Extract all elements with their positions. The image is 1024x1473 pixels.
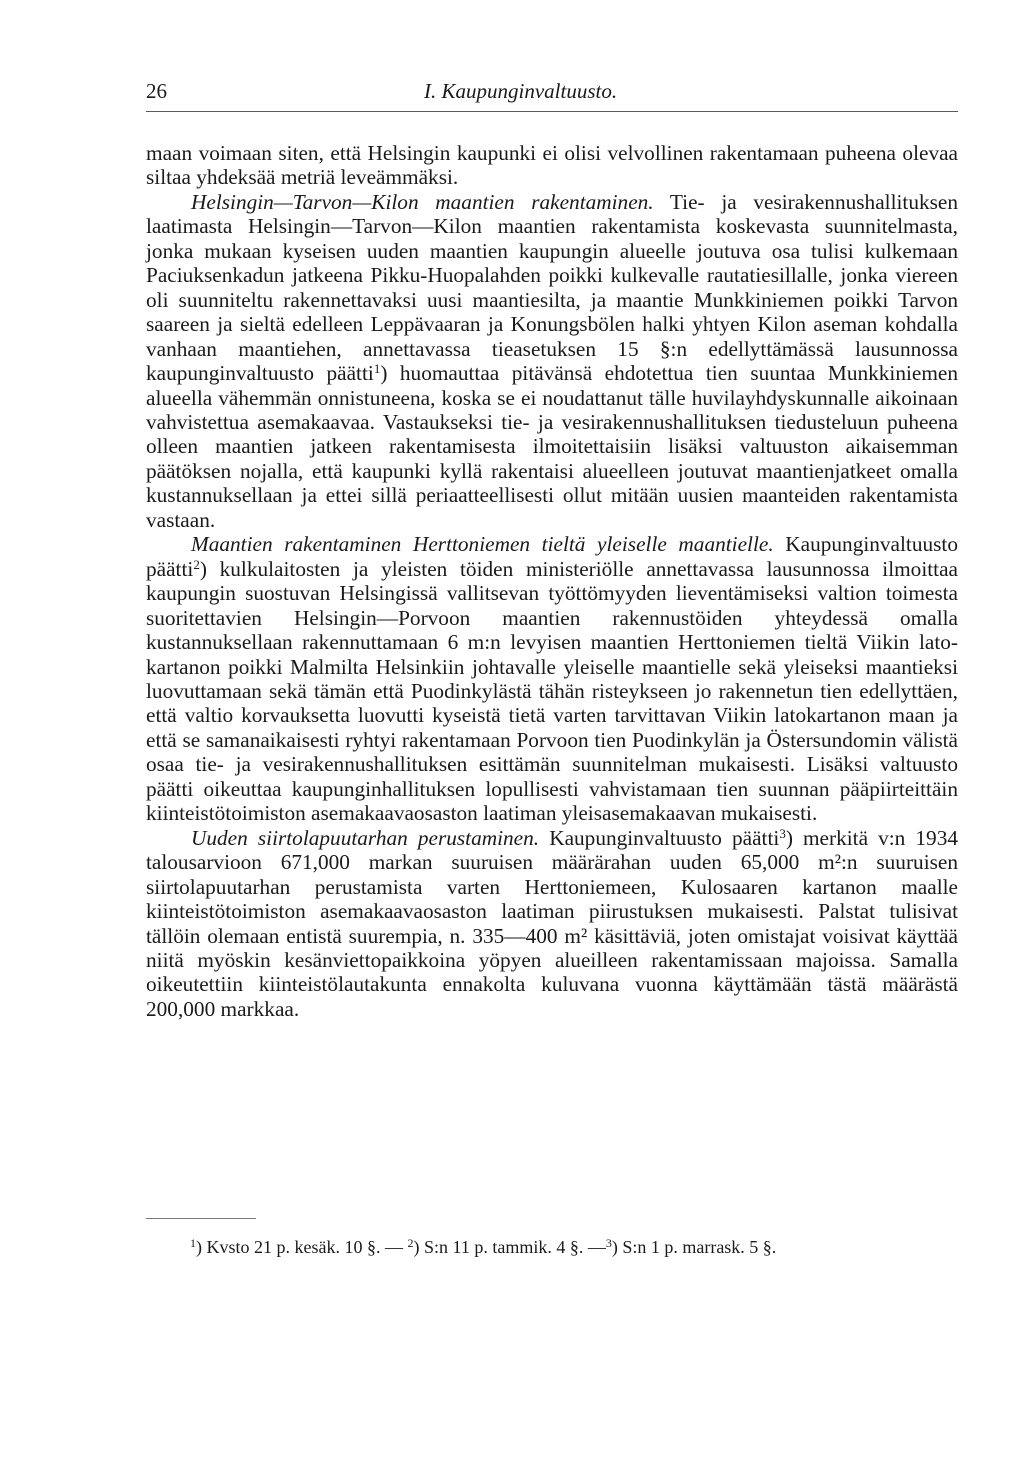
footnote-mark: 3	[605, 1236, 612, 1250]
header-rule	[146, 111, 958, 112]
footnote-text: ) S:n 1 p. marrask. 5 §.	[611, 1237, 777, 1257]
footnote-text: ) Kvsto 21 p. kesäk. 10 §. —	[196, 1237, 408, 1257]
footnote-3	[606, 1237, 776, 1257]
paragraph-text: Kaupunginvaltuusto päätti	[146, 532, 958, 581]
paragraph-text: ) merkitä v:n 1934 talousarvioon 671,000 markan suuruisen määrärahan uuden 65,000 m²:n suuruisen siirtolapuutarhan perustamista varten Herttoniemeen, Kulosaaren kartanon maalle kiinteistötoimiston asemakaavaosaston laatiman piirustuksen mukaisesti. Palstat tulisivat tällöin olemaan entistä suurempia, n. 335—400 m² käsittäviä, joten omistajat voisivat käyttää niitä myöskin kesänviettopaikkoina yöpyen alueilleen rakentamissaan majoissa. Samalla oikeutettiin kiinteistölautakunta ennakolta kuluvana vuonna käyttämään tästä määrästä 200,000 markkaa.	[146, 825, 958, 1021]
paragraph-text: ) huomauttaa pitävänsä ehdotettua tien suuntaa Munkkiniemen alueella vähemmän onnistuneena, koska se ei noudattanut tälle huvilayhdyskunnalle aikoinaan vahvistettua asemakaavaa. Vastaukseksi tie- ja vesirakennushallituksen tiedusteluun puheena olleen maantien jatkeen rakentamisesta ilmoitettaisiin lisäksi valtuuston aikaisemman päätöksen nojalla, että kaupunki kyllä rakentaisi alueelleen joutuvat maantienjatkeet omalla kustannuksellaan ja ettei sillä periaatteellisesti ollut mitään uusien maanteiden rakentamista vastaan.	[146, 361, 959, 532]
footnote-reference-1: 1	[373, 361, 381, 377]
section-title-herttoniemen-maantie: Maantien rakentaminen Herttoniemen tieltä yleiselle maantielle.	[191, 532, 774, 557]
footnote-1	[190, 1237, 407, 1257]
paragraph-text: Kaupunginvaltuusto päätti	[539, 825, 780, 850]
paragraph-herttoniemen-maantie	[146, 532, 958, 825]
footnotes	[190, 1234, 958, 1260]
running-header	[146, 76, 958, 106]
section-title-siirtolapuutarha: Uuden siirtolapuutarhan perustaminen.	[191, 825, 540, 850]
paragraph-text: Tie- ja vesirakennushallituksen laatimasta Helsingin—Tarvon—Kilon maantien rakentamista koskevasta suunnitelmasta, jonka mukaan kyseisen uuden maantien kaupungin alueelle joutuva osa tulisi kulkemaan Paciuksenkadun jatkeena Pikku-Huopalahden poikki kulkevalle rautatiesillalle, jonka viereen oli suunniteltu rakennettavaksi uusi maantiesilta, ja maantie Munkkiniemen poikki Tarvon saareen ja sieltä edelleen Leppävaaran ja Konungsbölen halki yhtyen Kilon aseman kohdalla vanhaan maantiehen, annettavassa tieasetuksen 15 §:n edellyttämässä lausunnossa kaupunginvaltuusto päätti	[146, 189, 958, 386]
paragraph-text: ) kulkulaitosten ja yleisten töiden ministeriölle annettavassa lausunnossa ilmoittaa kaupungin suostuvan Helsingissä vallitsevan työttömyyden lieventämiseksi valtion toimesta suoritettavien Helsingin—Porvoon maantien rakennustöiden yhteydessä omalla kustannuksellaan rakennuttamaan 6 m:n levyisen maantien Herttoniemen tieltä Viikin latokartanon poikki Malmilta Helsinkiin johtavalle yleiselle maantielle sekä yleiseksi maantieksi luovuttamaan sekä tämän että Puodinkylästä tähän risteykseen jo rakennetun tien edellyttäen, että valtio korvauksetta luovutti kyseistä tietä varten tarvittavan Viikin latokartanon maan ja että se samanaikaisesti ryhtyi rakentamaan Porvoon tien Puodinkylän ja Östersundomin välistä osaa tie- ja vesirakennushallituksen esittämän suunnitelman mukaisesti. Lisäksi valtuusto päätti oikeuttaa kaupunginhallituksen lopullisesti vahvistamaan tien suunnan pääpiirteittäin kiinteistötoimiston asemakaavaosaston laatiman yleisasemakaavan mukaisesti.	[146, 556, 958, 826]
running-title: I. Kaupunginvaltuusto.	[424, 79, 618, 103]
page-number: 26	[146, 79, 167, 103]
paragraph-helsingin-tarvon-kilon	[146, 190, 958, 532]
footnote-rule	[146, 1218, 256, 1219]
footnote-reference-2: 2	[193, 556, 200, 572]
paragraph-bridge	[146, 141, 958, 190]
footnote-text: ) S:n 11 p. tammik. 4 §. —	[413, 1237, 606, 1257]
section-title-helsingin-tarvon-kilon: Helsingin—Tarvon—Kilon maantien rakentaminen.	[191, 189, 654, 214]
footnote-mark: 1	[190, 1236, 196, 1250]
footnote-2	[407, 1237, 605, 1257]
body-text	[146, 141, 958, 1021]
paragraph-text: maan voimaan siten, että Helsingin kaupunki ei olisi velvollinen rakentamaan puheena olevaa siltaa yhdeksää metriä leveämmäksi.	[146, 141, 958, 190]
footnote-reference-3: 3	[779, 825, 786, 841]
footnote-mark: 2	[407, 1236, 414, 1250]
paragraph-siirtolapuutarha	[146, 826, 958, 1022]
